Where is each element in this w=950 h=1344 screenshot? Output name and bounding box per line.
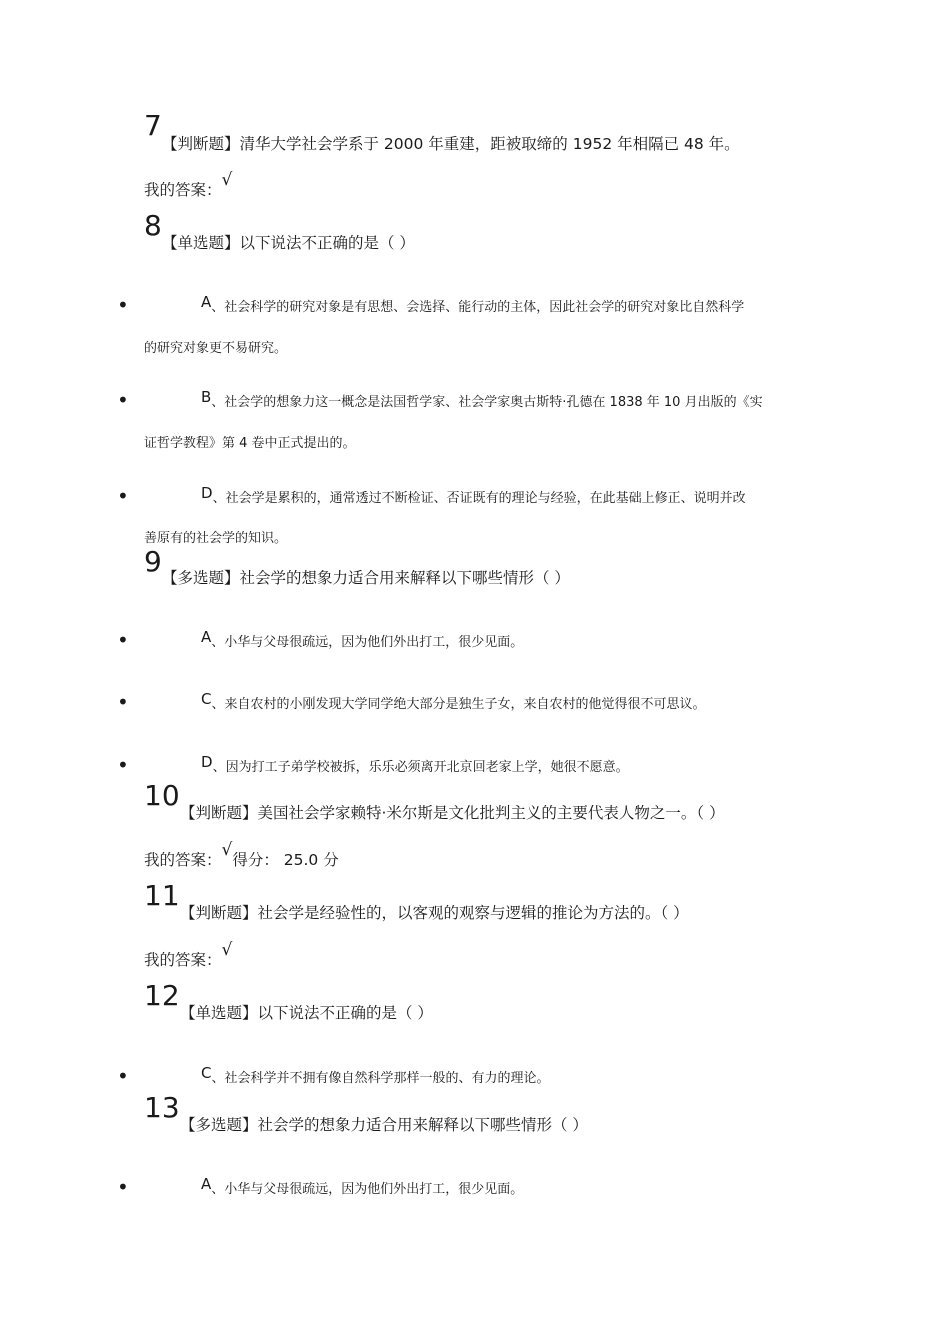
question-text: 【单选题】以下说法不正确的是（ ） bbox=[180, 1004, 433, 1022]
my-answer bbox=[144, 170, 233, 200]
option-text: 、小华与父母很疏远，因为他们外出打工，很少见面。 bbox=[211, 635, 524, 650]
bullet-icon: • bbox=[117, 628, 129, 652]
check-mark-icon: √ bbox=[221, 170, 233, 190]
option-letter: D bbox=[201, 484, 213, 502]
question-number: 13 bbox=[144, 1091, 180, 1124]
option-line bbox=[201, 1175, 524, 1200]
option-letter: A bbox=[201, 293, 212, 311]
answer-label: 我的答案： bbox=[144, 851, 222, 869]
question-text: 【多选题】社会学的想象力适合用来解释以下哪些情形（ ） bbox=[162, 569, 570, 587]
bullet-icon: • bbox=[117, 484, 129, 508]
bullet-icon: • bbox=[117, 293, 129, 317]
bullet-icon: • bbox=[117, 1175, 129, 1199]
option-text: 、社会学是累积的，通常透过不断检证、否证既有的理论与经验，在此基础上修正、说明并改 bbox=[212, 491, 746, 506]
option-line bbox=[201, 484, 746, 509]
check-mark-icon: √ bbox=[221, 940, 233, 960]
check-mark-icon: √ bbox=[221, 840, 233, 860]
option-text: 、小华与父母很疏远，因为他们外出打工，很少见面。 bbox=[211, 1182, 524, 1197]
question-number: 8 bbox=[144, 209, 162, 242]
question-number: 7 bbox=[144, 109, 162, 142]
option-line bbox=[201, 628, 524, 653]
option-letter: A bbox=[201, 628, 212, 646]
option-line-continued: 的研究对象更不易研究。 bbox=[144, 341, 288, 356]
question-number: 11 bbox=[144, 879, 180, 912]
bullet-icon: • bbox=[117, 753, 129, 777]
my-answer bbox=[144, 940, 233, 970]
question-text: 【多选题】社会学的想象力适合用来解释以下哪些情形（ ） bbox=[180, 1116, 588, 1134]
my-answer bbox=[144, 840, 339, 870]
question-text: 【判断题】清华大学社会学系于 2000 年重建，距被取缔的 1952 年相隔已 48 年。 bbox=[162, 135, 740, 153]
option-line-continued: 善原有的社会学的知识。 bbox=[144, 531, 288, 546]
option-line-continued: 证哲学教程》第 4 卷中正式提出的。 bbox=[144, 436, 356, 451]
option-text: 、社会科学的研究对象是有思想、会选择、能行动的主体，因此社会学的研究对象比自然科学 bbox=[211, 300, 745, 315]
score-text: 得分： 25.0 分 bbox=[232, 851, 339, 869]
option-text: 、来自农村的小刚发现大学同学绝大部分是独生子女，来自农村的他觉得很不可思议。 bbox=[211, 697, 706, 712]
question-number: 12 bbox=[144, 979, 180, 1012]
option-line bbox=[201, 690, 706, 715]
answer-label: 我的答案： bbox=[144, 181, 222, 199]
option-line bbox=[201, 753, 629, 778]
option-text: 、社会科学并不拥有像自然科学那样一般的、有力的理论。 bbox=[211, 1071, 550, 1086]
option-text: 、社会学的想象力这一概念是法国哲学家、社会学家奥古斯特·孔德在 1838 年 10 月出版的《实 bbox=[211, 395, 763, 410]
answer-label: 我的答案： bbox=[144, 951, 222, 969]
option-letter: C bbox=[201, 690, 212, 708]
option-line bbox=[201, 388, 763, 413]
bullet-icon: • bbox=[117, 388, 129, 412]
question-number: 9 bbox=[144, 545, 162, 578]
option-letter: B bbox=[201, 388, 212, 406]
option-line bbox=[201, 293, 745, 318]
option-letter: D bbox=[201, 753, 213, 771]
question-text: 【判断题】美国社会学家赖特·米尔斯是文化批判主义的主要代表人物之一。（ ） bbox=[180, 804, 725, 822]
question-number: 10 bbox=[144, 779, 180, 812]
question-text: 【单选题】以下说法不正确的是（ ） bbox=[162, 234, 415, 252]
bullet-icon: • bbox=[117, 690, 129, 714]
option-letter: A bbox=[201, 1175, 212, 1193]
option-text: 、因为打工子弟学校被拆，乐乐必须离开北京回老家上学，她很不愿意。 bbox=[212, 760, 629, 775]
option-line bbox=[201, 1064, 550, 1089]
bullet-icon: • bbox=[117, 1064, 129, 1088]
option-letter: C bbox=[201, 1064, 212, 1082]
question-text: 【判断题】社会学是经验性的，以客观的观察与逻辑的推论为方法的。（ ） bbox=[180, 904, 689, 922]
